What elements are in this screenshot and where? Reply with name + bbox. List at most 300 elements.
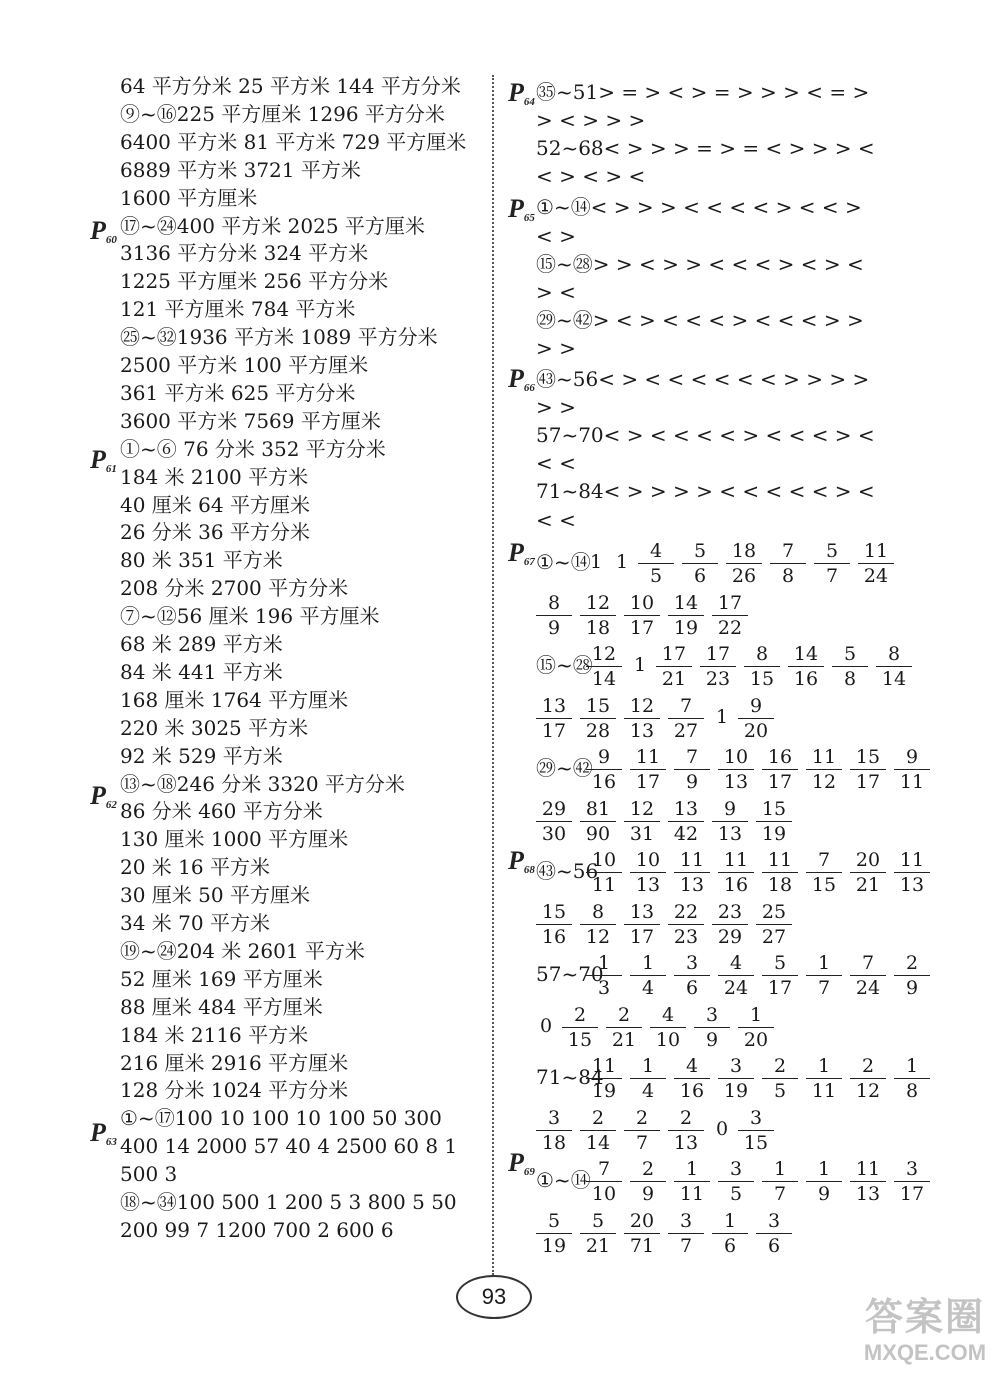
numerator: 1 <box>630 952 666 976</box>
fraction-answer-row <box>500 1107 1000 1163</box>
denominator: 13 <box>855 1183 881 1205</box>
denominator: 19 <box>673 616 699 639</box>
denominator: 17 <box>541 719 567 742</box>
answer-line: 84 米 441 平方米 <box>120 659 283 684</box>
page-ref-badge: $P_{60}$ <box>90 216 117 246</box>
denominator: 7 <box>817 977 831 999</box>
fraction-answer-row <box>500 1210 1000 1266</box>
page-ref-number: 60 <box>105 234 117 246</box>
numerator: 1 <box>806 1158 842 1182</box>
fraction-answer <box>668 901 704 948</box>
denominator: 17 <box>629 925 655 948</box>
denominator: 14 <box>585 1131 611 1154</box>
answer-line: 34 米 70 平方米 <box>120 911 270 935</box>
numerator: 3 <box>668 1210 704 1234</box>
page-ref-badge: $P_{68}$ <box>508 846 535 876</box>
fraction-answer <box>712 592 748 639</box>
answer-line: ⑱~㉞100 500 1 200 5 3 800 5 50 <box>120 1190 457 1214</box>
fraction-answer <box>832 643 868 690</box>
numerator: 22 <box>668 901 704 925</box>
denominator: 8 <box>905 1080 919 1102</box>
denominator: 19 <box>723 1080 749 1102</box>
fraction-answer <box>586 952 622 999</box>
comparison-line: 71~84< > > > > < < < < < > < <box>536 479 875 504</box>
denominator: 42 <box>673 822 699 845</box>
denominator: 27 <box>761 925 787 948</box>
denominator: 18 <box>767 874 793 896</box>
numerator: 8 <box>580 901 616 925</box>
page-ref-number: 69 <box>523 1166 535 1178</box>
denominator: 28 <box>585 719 611 742</box>
denominator: 11 <box>591 874 617 896</box>
fraction-answer <box>718 1158 754 1205</box>
denominator: 20 <box>743 719 769 742</box>
numerator: 7 <box>850 952 886 976</box>
fraction-answer <box>738 1004 774 1051</box>
denominator: 20 <box>743 1028 769 1051</box>
denominator: 17 <box>767 771 793 793</box>
numerator: 3 <box>738 1107 774 1131</box>
fraction-answer <box>668 695 704 742</box>
fraction-answer <box>624 1107 660 1154</box>
answer-line: 26 分米 36 平方分米 <box>120 520 310 545</box>
denominator: 9 <box>547 616 561 639</box>
fraction-answer <box>850 746 886 793</box>
numerator: 9 <box>712 798 748 822</box>
fraction-answer <box>580 901 616 948</box>
numerator: 2 <box>850 1055 886 1079</box>
fraction-answer <box>770 540 806 587</box>
denominator: 16 <box>793 668 819 690</box>
fraction-answer-row <box>500 746 1000 802</box>
numerator: 5 <box>832 643 868 667</box>
fraction-answer <box>806 952 842 999</box>
fraction-answer <box>894 1055 930 1102</box>
denominator: 7 <box>825 565 839 587</box>
denominator: 13 <box>673 1131 699 1154</box>
fraction-answer <box>630 746 666 793</box>
numerator: 4 <box>638 540 674 564</box>
fraction-answer-row <box>500 1055 1000 1111</box>
denominator: 17 <box>767 977 793 999</box>
denominator: 11 <box>679 1183 705 1205</box>
answer-line: ⑬~⑱246 分米 3320 平方分米 <box>120 771 405 796</box>
answer-line: 40 厘米 64 平方厘米 <box>120 492 310 517</box>
fraction-answer <box>738 1107 774 1154</box>
numerator: 3 <box>718 1158 754 1182</box>
fraction-answer <box>580 1210 616 1257</box>
fraction-answer <box>624 695 660 742</box>
numerator: 17 <box>700 643 736 667</box>
answer-line: 130 厘米 1000 平方厘米 <box>120 827 349 852</box>
comparison-line: < > < > < <box>536 164 646 189</box>
denominator: 16 <box>591 771 617 793</box>
comparison-line: > < > > > <box>536 108 646 133</box>
denominator: 12 <box>811 771 837 793</box>
page-ref-number: 66 <box>523 382 535 394</box>
fraction-answer <box>762 1158 798 1205</box>
problem-range-label: 71~84 <box>536 1065 604 1089</box>
numerator: 9 <box>738 695 774 719</box>
numerator: 11 <box>718 849 754 873</box>
answer-line: 208 分米 2700 平方分米 <box>120 576 349 601</box>
comparison-line: > > <box>536 335 576 360</box>
denominator: 10 <box>655 1028 681 1051</box>
comparison-line: ㉟~51> = > < > = > > > < = > <box>536 80 870 104</box>
denominator: 9 <box>705 1028 719 1051</box>
denominator: 26 <box>731 565 757 587</box>
denominator: 5 <box>729 1183 743 1205</box>
denominator: 9 <box>685 771 699 793</box>
fraction-answer <box>788 643 824 690</box>
fraction-answer-row <box>500 592 1000 648</box>
watermark-logo-text: 答案圈 <box>864 1297 985 1339</box>
numerator: 8 <box>744 643 780 667</box>
answer-line: 200 99 7 1200 700 2 600 6 <box>120 1217 394 1242</box>
numerator: 25 <box>756 901 792 925</box>
fraction-answer <box>586 1158 622 1205</box>
denominator: 17 <box>635 771 661 793</box>
fraction-answer <box>630 952 666 999</box>
answer-line: 3136 平方分米 324 平方米 <box>120 241 369 266</box>
denominator: 9 <box>817 1183 831 1205</box>
fraction-answer <box>580 695 616 742</box>
numerator: 7 <box>770 540 806 564</box>
denominator: 15 <box>743 1131 769 1154</box>
denominator: 19 <box>591 1080 617 1102</box>
whole-number-answer: 1 <box>633 654 647 676</box>
numerator: 18 <box>726 540 762 564</box>
answer-line: ⑲~㉔204 米 2601 平方米 <box>120 938 365 963</box>
answer-line: ①~⑰100 10 100 10 100 50 300 <box>120 1106 442 1131</box>
page-ref-badge: $P_{66}$ <box>508 364 535 394</box>
fraction-answer <box>536 1107 572 1154</box>
fraction-answer <box>762 746 798 793</box>
denominator: 7 <box>773 1183 787 1205</box>
comparison-line: ㉙~㊷> < > < < < > < < < > > <box>536 307 864 332</box>
fraction-answer-row <box>500 798 1000 854</box>
denominator: 6 <box>767 1234 781 1257</box>
numerator: 7 <box>668 695 704 719</box>
fraction-answer <box>762 1055 798 1102</box>
fraction-answer <box>562 1004 598 1051</box>
denominator: 13 <box>723 771 749 793</box>
denominator: 31 <box>629 822 655 845</box>
fraction-answer <box>580 592 616 639</box>
numerator: 9 <box>586 746 622 770</box>
fraction-answer-row <box>500 643 1000 699</box>
denominator: 15 <box>811 874 837 896</box>
fraction-answer-row <box>500 846 1000 905</box>
answer-line: 86 分米 460 平方分米 <box>120 799 323 824</box>
answer-line: 121 平方厘米 784 平方米 <box>120 297 356 322</box>
comparison-line: ㊸~56< > < < < < < < > > > > <box>536 367 870 391</box>
numerator: 17 <box>656 643 692 667</box>
fraction-answer-row <box>500 540 1000 596</box>
fraction-answer <box>694 1004 730 1051</box>
fraction-answer <box>624 1210 660 1257</box>
denominator: 17 <box>899 1183 925 1205</box>
answer-line: ㉕~㉜1936 平方米 1089 平方分米 <box>120 325 438 350</box>
numerator: 5 <box>682 540 718 564</box>
denominator: 71 <box>629 1234 655 1257</box>
fraction-answer <box>586 849 622 896</box>
numerator: 4 <box>718 952 754 976</box>
answer-line: 6889 平方米 3721 平方米 <box>120 157 361 182</box>
page-ref-number: 63 <box>105 1136 117 1148</box>
denominator: 6 <box>693 565 707 587</box>
numerator: 3 <box>694 1004 730 1028</box>
numerator: 2 <box>562 1004 598 1028</box>
numerator: 1 <box>586 952 622 976</box>
denominator: 5 <box>773 1080 787 1102</box>
denominator: 23 <box>705 668 731 690</box>
denominator: 13 <box>717 822 743 845</box>
fraction-answer <box>718 1055 754 1102</box>
fraction-answer <box>624 901 660 948</box>
page-ref-badge: $P_{63}$ <box>90 1118 117 1148</box>
column-divider <box>492 75 494 1275</box>
numerator: 20 <box>850 849 886 873</box>
denominator: 13 <box>899 874 925 896</box>
fraction-answer <box>744 643 780 690</box>
numerator: 13 <box>668 798 704 822</box>
numerator: 11 <box>586 1055 622 1079</box>
fraction-answer-row <box>500 901 1000 957</box>
fraction-answer <box>624 592 660 639</box>
denominator: 6 <box>723 1234 737 1257</box>
page-ref-badge: $P_{69}$ <box>508 1148 535 1178</box>
numerator: 13 <box>624 901 660 925</box>
numerator: 13 <box>536 695 572 719</box>
numerator: 23 <box>712 901 748 925</box>
fraction-answer <box>668 1107 704 1154</box>
comparison-line: > > <box>536 395 576 420</box>
page-ref-number: 67 <box>523 556 535 568</box>
fraction-answer <box>894 1158 930 1205</box>
answer-line: ⑨~⑯225 平方厘米 1296 平方分米 <box>120 101 445 126</box>
problem-range-label: 57~70 <box>536 962 604 986</box>
fraction-answer <box>850 952 886 999</box>
page-ref-badge: $P_{62}$ <box>90 781 117 811</box>
fraction-answer <box>814 540 850 587</box>
denominator: 9 <box>641 1183 655 1205</box>
comparison-line: 57~70< > < < < < > < < < > < <box>536 423 875 448</box>
comparison-line: < < <box>536 451 576 476</box>
problem-range-label: ⑮~㉘ <box>536 653 593 677</box>
fraction-answer <box>624 798 660 845</box>
denominator: 16 <box>679 1080 705 1102</box>
fraction-answer <box>712 901 748 948</box>
answer-line: 500 3 <box>120 1162 178 1187</box>
denominator: 17 <box>855 771 881 793</box>
fraction-answer-row <box>500 1158 1000 1214</box>
answer-line: 20 米 16 平方米 <box>120 855 270 880</box>
denominator: 11 <box>811 1080 837 1102</box>
denominator: 21 <box>611 1028 637 1051</box>
fraction-answer <box>858 540 894 587</box>
fraction-answer <box>806 1158 842 1205</box>
problem-range-label: ①~⑭ <box>536 550 591 574</box>
fraction-answer-row <box>500 695 1000 751</box>
numerator: 12 <box>586 643 622 667</box>
fraction-answer <box>806 849 842 896</box>
fraction-answer <box>718 952 754 999</box>
page-ref-badge: $P_{64}$ <box>508 78 535 108</box>
denominator: 4 <box>641 977 655 999</box>
denominator: 12 <box>855 1080 881 1102</box>
numerator: 4 <box>674 1055 710 1079</box>
page-ref-number: 65 <box>523 212 535 224</box>
fraction-answer-row <box>500 952 1000 1008</box>
answer-line: 184 米 2116 平方米 <box>120 1022 309 1047</box>
numerator: 11 <box>858 540 894 564</box>
denominator: 3 <box>597 977 611 999</box>
answer-line: 168 厘米 1764 平方厘米 <box>120 687 349 712</box>
denominator: 13 <box>679 874 705 896</box>
numerator: 10 <box>624 592 660 616</box>
fraction-answer <box>738 695 774 742</box>
numerator: 3 <box>756 1210 792 1234</box>
denominator: 22 <box>717 616 743 639</box>
fraction-answer <box>580 798 616 845</box>
denominator: 24 <box>723 977 749 999</box>
answer-line: 52 厘米 169 平方厘米 <box>120 966 323 991</box>
numerator: 8 <box>536 592 572 616</box>
denominator: 14 <box>881 668 907 690</box>
denominator: 29 <box>717 925 743 948</box>
fraction-answer <box>536 592 572 639</box>
page-ref-number: 61 <box>105 463 117 475</box>
numerator: 1 <box>712 1210 748 1234</box>
denominator: 21 <box>661 668 687 690</box>
numerator: 1 <box>762 1158 798 1182</box>
denominator: 4 <box>641 1080 655 1102</box>
answer-line: 400 14 2000 57 40 4 2500 60 8 1 <box>120 1134 458 1159</box>
numerator: 11 <box>630 746 666 770</box>
denominator: 12 <box>585 925 611 948</box>
denominator: 17 <box>629 616 655 639</box>
fraction-answer <box>668 592 704 639</box>
denominator: 10 <box>591 1183 617 1205</box>
numerator: 3 <box>536 1107 572 1131</box>
answer-line: ⑰~㉔400 平方米 2025 平方厘米 <box>120 213 425 238</box>
fraction-answer <box>806 1055 842 1102</box>
answer-line: 92 米 529 平方米 <box>120 743 283 768</box>
fraction-answer <box>756 798 792 845</box>
numerator: 3 <box>894 1158 930 1182</box>
page-ref-number: 62 <box>105 799 117 811</box>
denominator: 30 <box>541 822 567 845</box>
denominator: 13 <box>629 719 655 742</box>
answer-line: 128 分米 1024 平方分米 <box>120 1078 349 1103</box>
fraction-answer <box>894 746 930 793</box>
numerator: 15 <box>536 901 572 925</box>
whole-number-answer: 1 <box>715 705 729 728</box>
denominator: 7 <box>679 1234 693 1257</box>
numerator: 5 <box>814 540 850 564</box>
denominator: 14 <box>591 668 617 690</box>
denominator: 6 <box>685 977 699 999</box>
whole-number-answer: 0 <box>539 1014 553 1037</box>
whole-number-answer: 1 <box>589 551 603 573</box>
fraction-answer <box>536 798 572 845</box>
numerator: 3 <box>718 1055 754 1079</box>
numerator: 10 <box>630 849 666 873</box>
fraction-answer <box>718 746 754 793</box>
answer-line: 220 米 3025 平方米 <box>120 715 309 740</box>
fraction-answer <box>536 901 572 948</box>
answer-line: 361 平方米 625 平方分米 <box>120 380 356 405</box>
numerator: 2 <box>894 952 930 976</box>
fraction-answer <box>630 849 666 896</box>
fraction-answer <box>850 1158 886 1205</box>
numerator: 1 <box>738 1004 774 1028</box>
fraction-answer <box>630 1055 666 1102</box>
numerator: 8 <box>876 643 912 667</box>
fraction-answer <box>586 746 622 793</box>
page-ref-badge: $P_{67}$ <box>508 538 535 568</box>
numerator: 2 <box>624 1107 660 1131</box>
fraction-answer <box>536 1210 572 1257</box>
fraction-answer <box>536 695 572 742</box>
fraction-answer <box>806 746 842 793</box>
denominator: 19 <box>541 1234 567 1257</box>
problem-range-label: ㉙~㊷ <box>536 756 593 780</box>
numerator: 5 <box>762 952 798 976</box>
problem-range-label: ㊸~56 <box>536 859 599 883</box>
numerator: 2 <box>630 1158 666 1182</box>
fraction-answer <box>756 901 792 948</box>
numerator: 2 <box>606 1004 642 1028</box>
watermark-url: MXQE.COM <box>863 1340 987 1365</box>
numerator: 10 <box>718 746 754 770</box>
whole-number-answer: 1 <box>615 551 629 573</box>
fraction-answer-row <box>500 1004 1000 1060</box>
fraction-answer <box>674 1055 710 1102</box>
fraction-answer <box>850 849 886 896</box>
page-ref-badge: $P_{61}$ <box>90 445 117 475</box>
numerator: 15 <box>756 798 792 822</box>
answer-line: 68 米 289 平方米 <box>120 632 283 656</box>
fraction-answer <box>762 952 798 999</box>
numerator: 11 <box>762 849 798 873</box>
fraction-answer <box>894 952 930 999</box>
denominator: 15 <box>567 1028 593 1051</box>
denominator: 9 <box>905 977 919 999</box>
answer-line: 1600 平方厘米 <box>120 185 258 210</box>
denominator: 16 <box>541 925 567 948</box>
fraction-answer <box>638 540 674 587</box>
numerator: 1 <box>674 1158 710 1182</box>
denominator: 24 <box>863 565 889 587</box>
fraction-answer <box>756 1210 792 1257</box>
fraction-answer <box>586 643 622 690</box>
numerator: 5 <box>536 1210 572 1234</box>
answer-line: ①~⑥ 76 分米 352 平方分米 <box>120 436 386 461</box>
denominator: 16 <box>723 874 749 896</box>
answer-line: 3600 平方米 7569 平方厘米 <box>120 408 381 433</box>
denominator: 7 <box>635 1131 649 1154</box>
fraction-answer <box>700 643 736 690</box>
answer-line: 216 厘米 2916 平方厘米 <box>120 1050 349 1075</box>
fraction-answer <box>656 643 692 690</box>
denominator: 13 <box>635 874 661 896</box>
denominator: 23 <box>673 925 699 948</box>
comparison-line: ⑮~㉘> > < > > < < < > < > < <box>536 251 864 276</box>
denominator: 27 <box>673 719 699 742</box>
numerator: 11 <box>850 1158 886 1182</box>
